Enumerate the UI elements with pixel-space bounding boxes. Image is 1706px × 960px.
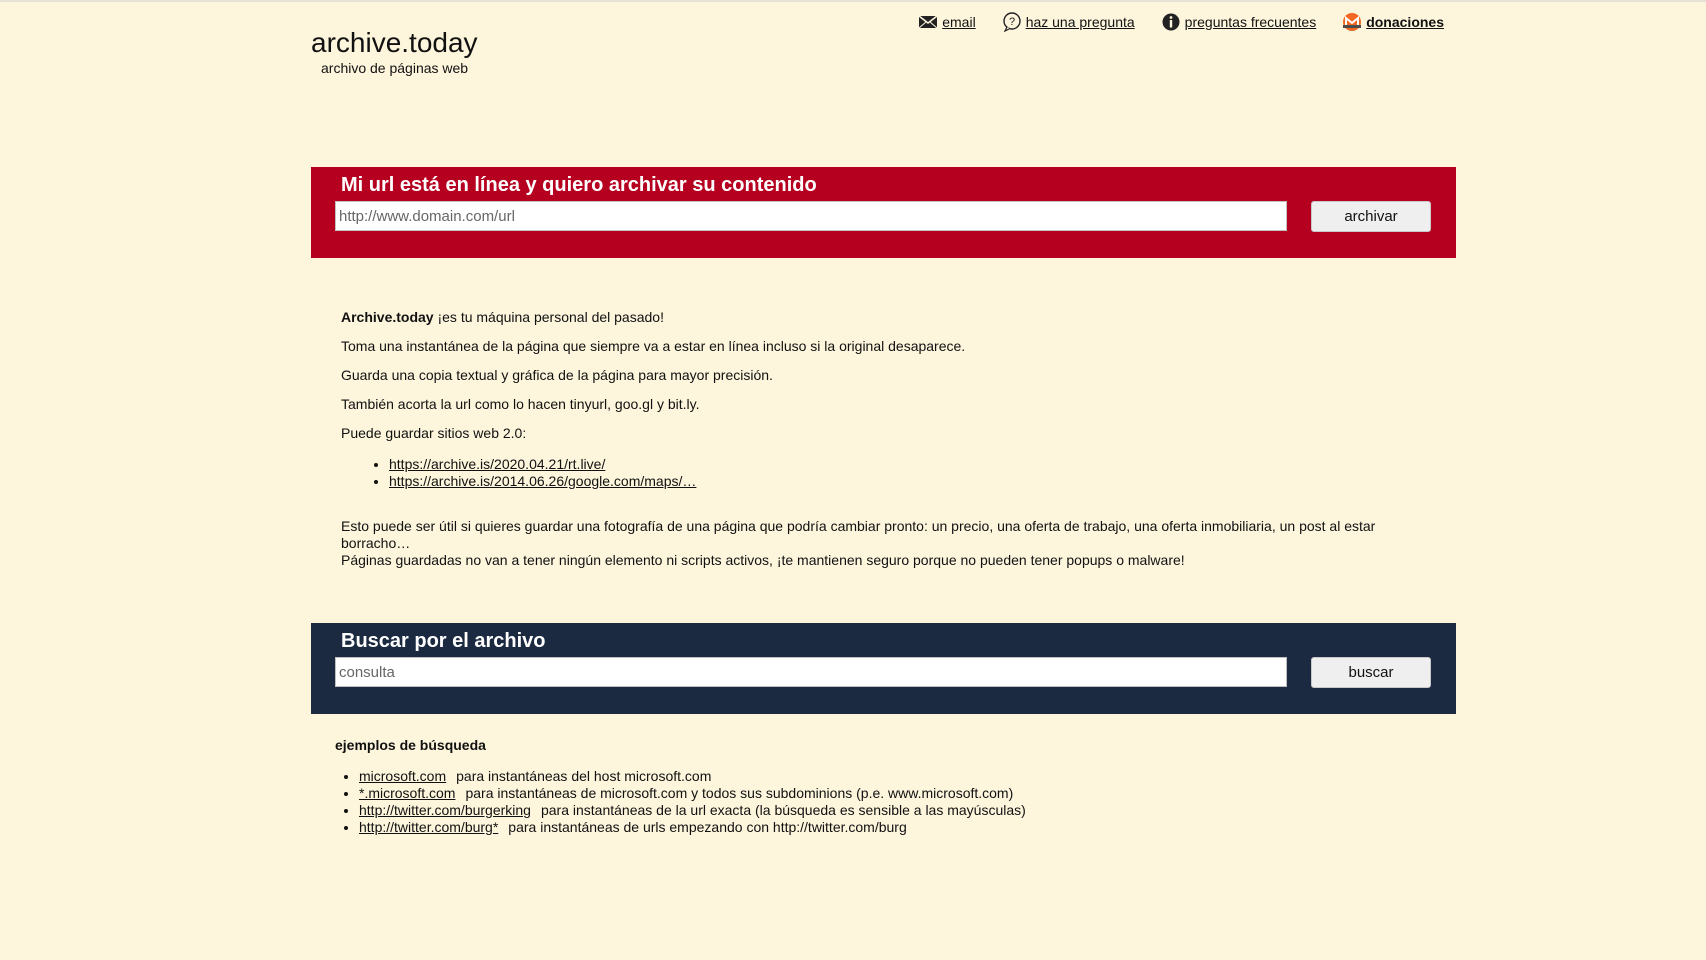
list-item <box>389 456 1441 473</box>
info-icon <box>1161 12 1181 32</box>
top-nav <box>918 12 1444 32</box>
intro-line-3: Guarda una copia textual y gráfica de la página para mayor precisión. <box>341 367 773 383</box>
logo-subtitle: archivo de páginas web <box>321 60 469 76</box>
archive-url-input[interactable] <box>335 201 1287 231</box>
search-input[interactable] <box>335 657 1287 687</box>
intro-line-1-text: ¡es tu máquina personal del pasado! <box>433 309 664 325</box>
list-item <box>359 802 1435 819</box>
svg-text:?: ? <box>1008 16 1015 28</box>
search-example-desc: para instantáneas del host microsoft.com <box>456 768 712 784</box>
search-panel-title: Buscar por el archivo <box>341 630 546 652</box>
intro-brand: Archive.today <box>341 309 434 325</box>
top-border <box>0 0 1706 2</box>
archive-panel-title: Mi url está en línea y quiero archivar su contenido <box>341 174 817 196</box>
search-examples <box>335 737 1435 836</box>
search-examples-list <box>335 768 1435 836</box>
monero-icon <box>1342 12 1362 32</box>
intro-line-2: Toma una instantánea de la página que siempre va a estar en línea incluso si la original desaparece. <box>341 338 966 354</box>
question-bubble-icon <box>1002 12 1022 32</box>
nav-faq-link[interactable]: preguntas frecuentes <box>1184 14 1317 30</box>
archive-panel <box>311 167 1456 258</box>
nav-email[interactable] <box>918 12 975 32</box>
list-item <box>359 819 1435 836</box>
search-example-link[interactable]: http://twitter.com/burg* <box>359 819 499 835</box>
example-archive-link[interactable]: https://archive.is/2014.06.26/google.com/maps/… <box>389 473 697 489</box>
search-example-link[interactable]: *.microsoft.com <box>359 785 456 801</box>
search-example-link[interactable]: microsoft.com <box>359 768 447 784</box>
intro-line-4: También acorta la url como lo hacen tinyurl, goo.gl y bit.ly. <box>341 396 700 412</box>
archive-button[interactable]: archivar <box>1311 201 1431 232</box>
list-item <box>359 785 1435 802</box>
intro-note <box>341 518 1436 569</box>
example-archives-list <box>341 456 1441 490</box>
example-archive-link[interactable]: https://archive.is/2020.04.21/rt.live/ <box>389 456 606 472</box>
intro-section <box>341 309 1441 490</box>
intro-line-1 <box>341 309 1441 326</box>
intro-note-2: Páginas guardadas no van a tener ningún elemento ni scripts activos, ¡te mantienen seguro porque no pueden tener popups o malware! <box>341 552 1185 568</box>
intro-note-1: Esto puede ser útil si quieres guardar una fotografía de una página que podría cambiar pronto: un precio, una oferta de trabajo, una oferta inmobiliaria, un post al estar borracho… <box>341 518 1376 551</box>
site-logo[interactable] <box>311 26 478 76</box>
search-example-link[interactable]: http://twitter.com/burgerking <box>359 802 531 818</box>
list-item <box>389 473 1441 490</box>
nav-question-link[interactable]: haz una pregunta <box>1025 14 1135 30</box>
nav-question[interactable] <box>1002 12 1135 32</box>
envelope-icon <box>918 12 938 32</box>
list-item <box>359 768 1435 785</box>
search-example-desc: para instantáneas de microsoft.com y todos sus subdominions (p.e. www.microsoft.com) <box>465 785 1014 801</box>
logo-title[interactable]: archive.today <box>311 27 478 58</box>
nav-donations[interactable] <box>1342 12 1444 32</box>
nav-donations-link[interactable]: donaciones <box>1366 14 1444 30</box>
nav-email-link[interactable]: email <box>942 14 976 30</box>
nav-faq[interactable] <box>1161 12 1317 32</box>
search-panel <box>311 623 1456 714</box>
search-example-desc: para instantáneas de la url exacta (la búsqueda es sensible a las mayúsculas) <box>540 802 1026 818</box>
search-button[interactable]: buscar <box>1311 657 1431 688</box>
intro-line-5: Puede guardar sitios web 2.0: <box>341 425 527 441</box>
search-example-desc: para instantáneas de urls empezando con http://twitter.com/burg <box>508 819 907 835</box>
search-examples-title: ejemplos de búsqueda <box>335 737 486 753</box>
